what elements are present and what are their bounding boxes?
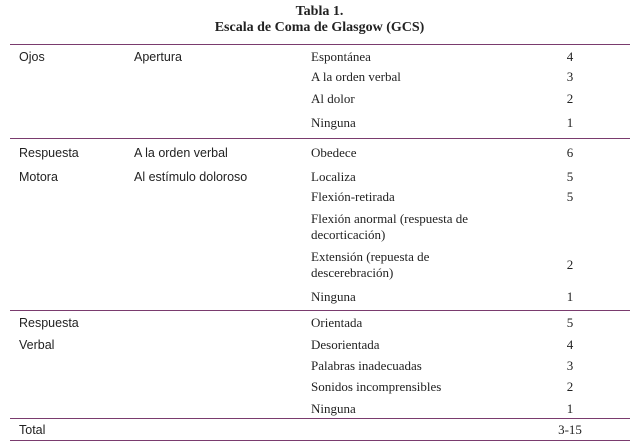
score-value: 5 — [566, 189, 574, 204]
response-label: Orientada — [311, 315, 363, 330]
category-label: Respuesta — [19, 316, 79, 330]
response-label: Ninguna — [311, 289, 356, 304]
rule-top — [10, 44, 630, 45]
stimulus-label: Apertura — [134, 50, 182, 64]
response-label: A la orden verbal — [311, 69, 401, 84]
response-label: Ninguna — [311, 115, 356, 130]
score-value: 2 — [566, 91, 574, 106]
category-label: Verbal — [19, 338, 55, 352]
category-label: Motora — [19, 170, 58, 184]
response-label: Palabras inadecuadas — [311, 358, 422, 373]
score-value: 2 — [566, 257, 574, 272]
score-value: 1 — [566, 115, 574, 130]
rule-motor-bottom — [10, 310, 630, 311]
response-label: Flexión anormal (respuesta de decorticación) — [311, 211, 469, 242]
score-value: 4 — [566, 337, 574, 352]
rule-bottom — [10, 440, 630, 441]
response-label: Ninguna — [311, 401, 356, 416]
response-label: Flexión-retirada — [311, 189, 395, 204]
table-title: Escala de Coma de Glasgow (GCS) — [214, 20, 425, 35]
score-value: 5 — [566, 169, 574, 184]
score-value: 6 — [566, 145, 574, 160]
response-label: Desorientada — [311, 337, 380, 352]
category-label: Ojos — [19, 50, 45, 64]
total-value: 3-15 — [558, 422, 582, 437]
score-value: 4 — [566, 49, 574, 64]
score-value: 1 — [566, 401, 574, 416]
response-label: Obedece — [311, 145, 357, 160]
score-value: 2 — [566, 379, 574, 394]
response-label: Espontánea — [311, 49, 371, 64]
score-value: 5 — [566, 315, 574, 330]
total-label: Total — [19, 423, 46, 437]
rule-eyes-bottom — [10, 138, 630, 139]
stimulus-label: A la orden verbal — [134, 146, 228, 160]
table-number: Tabla 1. — [295, 4, 344, 19]
response-label: Al dolor — [311, 91, 355, 106]
rule-verbal-bottom — [10, 418, 630, 419]
score-value: 1 — [566, 289, 574, 304]
category-label: Respuesta — [19, 146, 79, 160]
response-label: Extensión (repuesta de descerebración) — [311, 249, 430, 280]
response-label: Localiza — [311, 169, 356, 184]
score-value: 3 — [566, 69, 574, 84]
stimulus-label: Al estímulo doloroso — [134, 170, 248, 184]
score-value: 3 — [566, 358, 574, 373]
response-label: Sonidos incomprensibles — [311, 379, 442, 394]
